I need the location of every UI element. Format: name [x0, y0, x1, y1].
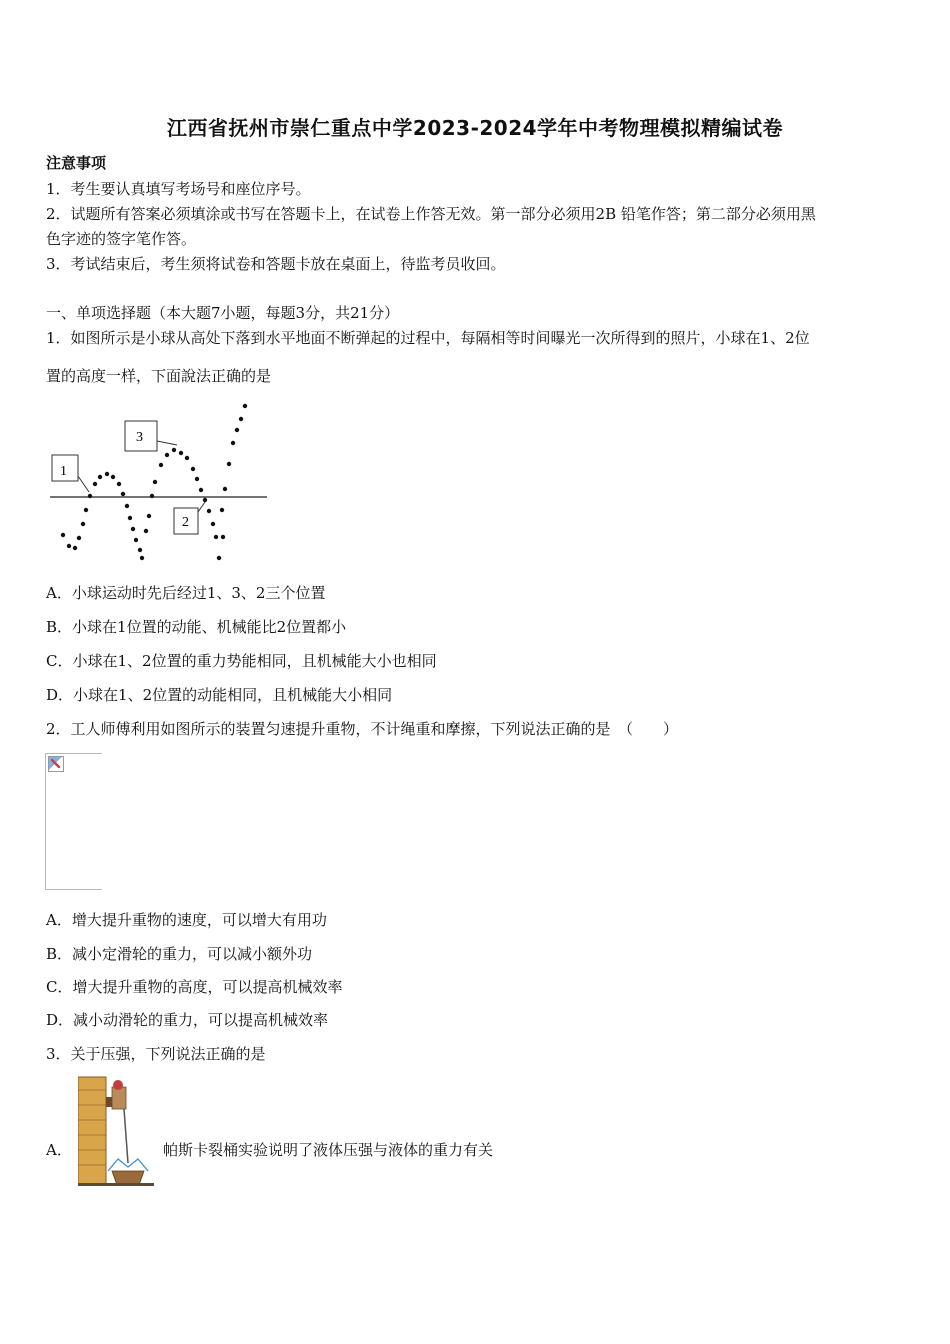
question-2-option-c: C．增大提升重物的高度，可以提高机械效率 — [46, 978, 343, 996]
section-heading: 一、单项选择题（本大题7小题，每题3分，共21分） — [46, 304, 400, 322]
question-1-stem-cont: 置的高度一样，下面說法正确的是 — [46, 367, 272, 385]
figure-label-2: 2 — [182, 515, 189, 530]
question-1-option-d: D．小球在1、2位置的动能相同，且机械能大小相同 — [46, 686, 393, 704]
notice-heading: 注意事项 — [46, 154, 107, 172]
question-2-option-a: A．增大提升重物的速度，可以增大有用功 — [46, 911, 327, 929]
notice-item: 2．试题所有答案必须填涂或书写在答题卡上，在试卷上作答无效。第一部分必须用2B 铅笔作答；第二部分必须用黑 — [46, 205, 816, 223]
pulley-figure-placeholder — [45, 753, 102, 890]
notice-item: 色字迹的签字笔作答。 — [46, 230, 197, 248]
notice-item: 1．考生要认真填写考场号和座位序号。 — [46, 180, 311, 198]
question-3-option-a-label: A． — [46, 1141, 72, 1159]
question-1-option-a: A．小球运动时先后经过1、3、2三个位置 — [46, 584, 326, 602]
notice-item: 3．考试结束后，考生须将试卷和答题卡放在桌面上，待监考员收回。 — [46, 255, 506, 273]
question-1-stem: 1．如图所示是小球从高处下落到水平地面不断弹起的过程中，每隔相等时间曝光一次所得到的照片，小球在1、2位 — [46, 329, 810, 347]
question-1-option-b: B．小球在1位置的动能、机械能比2位置都小 — [46, 618, 347, 636]
question-2-option-d: D．减小动滑轮的重力，可以提高机械效率 — [46, 1011, 329, 1029]
figure-label-3: 3 — [136, 430, 143, 445]
question-2-option-b: B．减小定滑轮的重力，可以减小额外功 — [46, 945, 313, 963]
question-3-stem: 3．关于压强，下列说法正确的是 — [46, 1045, 266, 1063]
question-3-option-a-text: 帕斯卡裂桶实验说明了液体压强与液体的重力有关 — [163, 1141, 494, 1159]
bouncing-ball-figure — [45, 398, 275, 563]
broken-image-icon — [48, 756, 64, 772]
question-2-stem: 2．工人师傅利用如图所示的装置匀速提升重物，不计绳重和摩擦，下列说法正确的是 （ ） — [46, 720, 679, 738]
pascal-barrel-figure — [78, 1075, 156, 1187]
question-1-option-c: C．小球在1、2位置的重力势能相同，且机械能大小也相同 — [46, 652, 437, 670]
figure-label-1: 1 — [60, 464, 67, 479]
page-title: 江西省抚州市崇仁重点中学2023-2024学年中考物理模拟精编试卷 — [166, 116, 784, 140]
